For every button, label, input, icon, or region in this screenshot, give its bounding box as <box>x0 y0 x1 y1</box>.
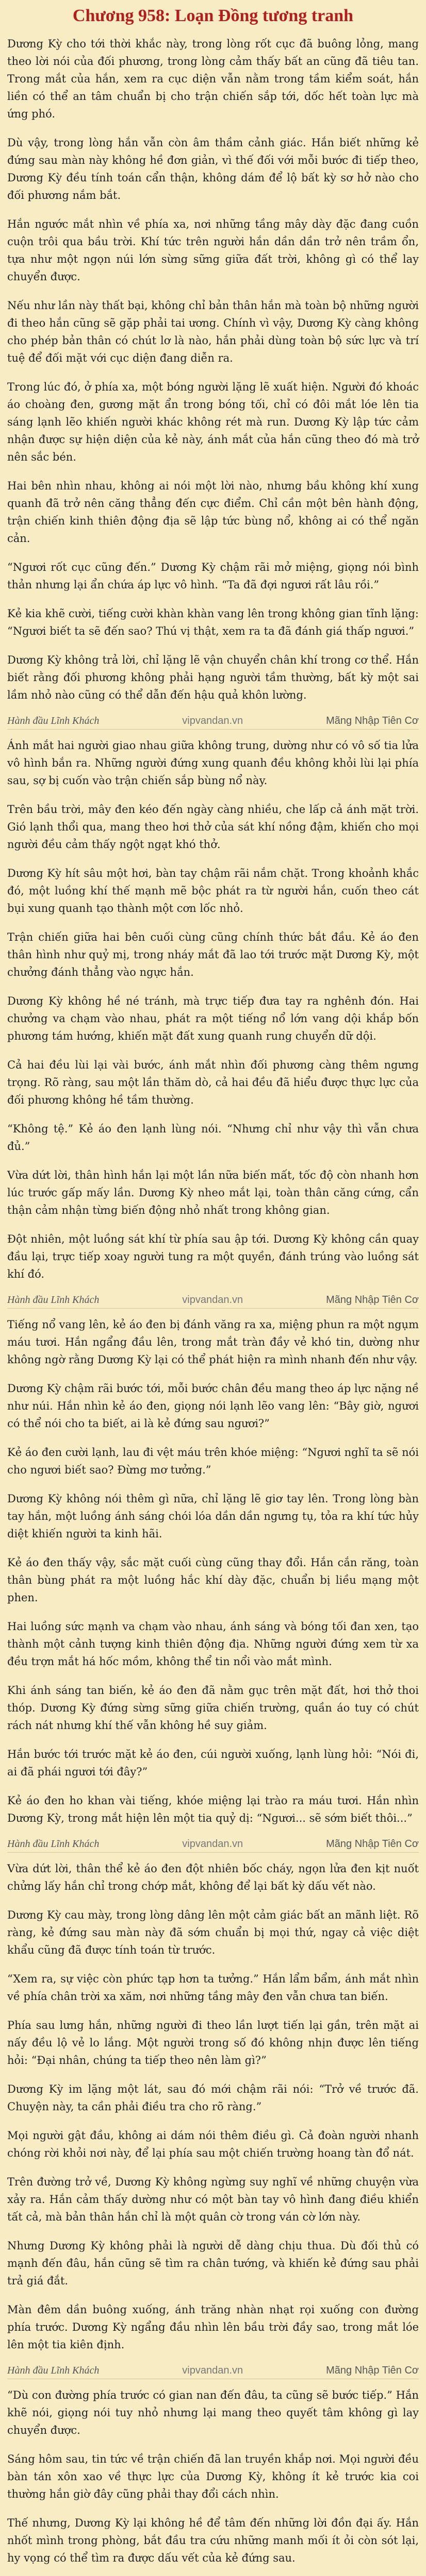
watermark-strip <box>7 1838 419 1850</box>
paragraph: Dương Kỳ chậm rãi bước tới, mỗi bước chân đều mang theo áp lực nặng nề như núi. Hắn nhìn kẻ áo đen, giọng nói lạnh lẽo vang lên: “Bây giờ, ngươi có thể nói cho ta biết, ai là kẻ đứng sau ngươi?” <box>7 1382 419 1430</box>
paragraph: Phía sau lưng hắn, những người đi theo lần lượt tiến lại gần, trên mặt ai nấy đều lộ vẻ lo lắng. Một người trong số đó không nhịn được lên tiếng hỏi: “Đại nhân, chúng ta tiếp theo nên làm gì?” <box>7 2019 419 2066</box>
paragraph: Thế nhưng, Dương Kỳ lại không hề để tâm đến những lời đồn đại ấy. Hắn nhốt mình trong phòng, bắt đầu tra cứu những manh mối ít ỏi còn sót lại, hy vọng có thể tìm ra được dấu vết của kẻ đứng sau. <box>7 2517 419 2564</box>
chapter-body-part-3 <box>7 1316 419 1827</box>
site-watermark: vipvandan.vn <box>182 1838 243 1850</box>
site-watermark: vipvandan.vn <box>182 1294 243 1306</box>
paragraph: Dương Kỳ cau mày, trong lòng dâng lên một cảm giác bất an mãnh liệt. Rõ ràng, kẻ đứng sau màn này đã sớm chuẩn bị mọi thứ, ngay cả việc diệt khẩu cũng đã được tính toán từ trước. <box>7 1909 419 1956</box>
paragraph: Đột nhiên, một luồng sát khí từ phía sau ập tới. Dương Kỳ không cần quay đầu lại, trực tiếp xoay người tung ra một quyền, đánh trúng vào luồng sát khí đó. <box>7 1233 419 1280</box>
divider <box>7 1308 419 1309</box>
paragraph: “Dù con đường phía trước có gian nan đến đâu, ta cũng sẽ bước tiếp.” Hắn khẽ nói, giọng nói tuy nhỏ nhưng lại mang theo quyết tâm không gì lay chuyển được. <box>7 2389 419 2436</box>
paragraph: “Ngươi rốt cục cũng đến.” Dương Kỳ chậm rãi mở miệng, giọng nói bình thản nhưng lại ẩn chứa áp lực vô hình. “Ta đã đợi ngươi rất lâu rồi.” <box>7 561 419 591</box>
book-title-watermark: Hành đầu Lĩnh Khách <box>7 715 100 726</box>
book-title-watermark: Hành đầu Lĩnh Khách <box>7 2365 100 2376</box>
watermark-strip <box>7 1294 419 1306</box>
paragraph: Tiếng nổ vang lên, kẻ áo đen bị đánh văng ra xa, miệng phun ra một ngụm máu tươi. Hắn ngẩng đầu lên, trong mắt tràn đầy vẻ khó tin, dường như không ngờ rằng Dương Kỳ lại có thể phát hiện ra mình nhanh đến như vậy. <box>7 1318 419 1366</box>
paragraph: Hắn ngước mắt nhìn về phía xa, nơi những tầng mây dày đặc đang cuồn cuộn trôi qua bầu trời. Khí tức trên người hắn dần dần trở nên trầm ổn, tựa như một ngọn núi lớn sừng sững giữa đất trời, không gì có thể lay chuyển được. <box>7 218 419 283</box>
paragraph: “Không tệ.” Kẻ áo đen lạnh lùng nói. “Nhưng chỉ như vậy thì vẫn chưa đủ.” <box>7 1123 419 1153</box>
paragraph: Dương Kỳ không trả lời, chỉ lặng lẽ vận chuyển chân khí trong cơ thể. Hắn biết rằng đối phương không phải hạng người tầm thường, bất kỳ một sai lầm nhỏ nào cũng có thể dẫn đến hậu quả khôn lường. <box>7 654 419 701</box>
chapter-body-part-1 <box>7 35 419 704</box>
book-title-watermark: Hành đầu Lĩnh Khách <box>7 1838 100 1850</box>
paragraph: Mọi người gật đầu, không ai dám nói thêm điều gì. Cả đoàn người nhanh chóng rời khỏi nơi này, để lại phía sau một chiến trường hoang tàn đổ nát. <box>7 2129 419 2159</box>
watermark-strip <box>7 2365 419 2377</box>
paragraph: “Xem ra, sự việc còn phức tạp hơn ta tưởng.” Hắn lẩm bẩm, ánh mắt nhìn về phía chân trời xa xăm, nơi những tầng mây đen vẫn chưa tan biến. <box>7 1973 419 2003</box>
paragraph: Hai luồng sức mạnh va chạm vào nhau, ánh sáng và bóng tối đan xen, tạo thành một cảnh tượng kinh thiên động địa. Những người đứng xem từ xa đều trợn mắt há hốc mồm, không thể tin nổi vào mắt mình. <box>7 1620 419 1668</box>
paragraph: Vừa dứt lời, thân hình hắn lại một lần nữa biến mất, tốc độ còn nhanh hơn lúc trước gấp mấy lần. Dương Kỳ nheo mắt lại, toàn thân căng cứng, cẩn thận cảm nhận từng biến động nhỏ nhất trong không gian. <box>7 1169 419 1216</box>
paragraph: Nhưng Dương Kỳ không phải là người dễ dàng chịu thua. Dù đối thủ có mạnh đến đâu, hắn cũng sẽ tìm ra chân tướng, và khiến kẻ đứng sau phải trả giá đắt. <box>7 2240 419 2287</box>
paragraph: Trận chiến giữa hai bên cuối cùng cũng chính thức bắt đầu. Kẻ áo đen thân hình như quỷ mị, trong nháy mắt đã lao tới trước mặt Dương Kỳ, một chưởng đánh thẳng vào ngực hắn. <box>7 931 419 978</box>
paragraph: Trên đường trở về, Dương Kỳ không ngừng suy nghĩ về những chuyện vừa xảy ra. Hắn cảm thấy dường như có một bàn tay vô hình đang điều khiển tất cả, mà bản thân hắn chỉ là một quân cờ trong ván cờ lớn này. <box>7 2176 419 2223</box>
paragraph: Kẻ kia khẽ cười, tiếng cười khàn khàn vang lên trong không gian tĩnh lặng: “Ngươi biết ta sẽ đến sao? Thú vị thật, xem ra ta đã đánh giá thấp ngươi.” <box>7 607 419 637</box>
translator-watermark: Mãng Nhập Tiên Cơ <box>326 2365 419 2376</box>
paragraph: Nếu như lần này thất bại, không chỉ bản thân hắn mà toàn bộ những người đi theo hắn cũng sẽ gặp phải tai ương. Chính vì vậy, Dương Kỳ càng không cho phép bản thân có chút lơ là nào, hắn phải dùng toàn bộ sức lực và trí tuệ để đối mặt với cục diện đang diễn ra. <box>7 299 419 364</box>
chapter-body-part-4 <box>7 1860 419 2353</box>
paragraph: Kẻ áo đen ho khan vài tiếng, khóe miệng lại trào ra máu tươi. Hắn nhìn Dương Kỳ, trong mắt hiện lên một tia quỷ dị: “Ngươi... sẽ sớm biết thôi...” <box>7 1794 419 1824</box>
paragraph: Hai bên nhìn nhau, không ai nói một lời nào, nhưng bầu không khí xung quanh đã trở nên căng thẳng đến cực điểm. Chỉ cần một bên hành động, trận chiến kinh thiên động địa sẽ lập tức bùng nổ, không ai có thể ngăn cản. <box>7 480 419 545</box>
paragraph: Kẻ áo đen thấy vậy, sắc mặt cuối cùng cũng thay đổi. Hắn cắn răng, toàn thân bùng phát ra một luồng hắc khí dày đặc, chuẩn bị liều mạng một phen. <box>7 1556 419 1604</box>
chapter-body-part-5 <box>7 2386 419 2576</box>
chapter-title: Chương 958: Loạn Đồng tương tranh <box>72 6 354 25</box>
watermark-strip <box>7 715 419 727</box>
paragraph: Sáng hôm sau, tin tức về trận chiến đã lan truyền khắp nơi. Mọi người đều bàn tán xôn xao về thực lực của Dương Kỳ, không ít kẻ trước kia coi thường hắn giờ đây cũng phải thay đổi cách nhìn. <box>7 2453 419 2500</box>
site-watermark: vipvandan.vn <box>182 715 243 726</box>
chapter-body-part-2 <box>7 737 419 1283</box>
translator-watermark: Mãng Nhập Tiên Cơ <box>326 715 419 726</box>
paragraph: Ánh mắt hai người giao nhau giữa không trung, dường như có vô số tia lửa vô hình bắn ra. Những người đứng xung quanh đều không khỏi lùi lại phía sau, sợ bị cuốn vào trận chiến sắp bùng nổ này. <box>7 739 419 787</box>
site-watermark: vipvandan.vn <box>182 2365 243 2376</box>
paragraph: Trong lúc đó, ở phía xa, một bóng người lặng lẽ xuất hiện. Người đó khoác áo choàng đen, gương mặt ẩn trong bóng tối, chỉ có đôi mắt lóe lên tia sáng lạnh lẽo khiến người khác không rét mà run. Dương Kỳ lập tức cảm nhận được sự hiện diện của kẻ này, ánh mắt của hắn cũng theo đó mà trở nên sắc bén. <box>7 381 419 463</box>
paragraph: Trên bầu trời, mây đen kéo đến ngày càng nhiều, che lấp cả ánh mặt trời. Gió lạnh thổi qua, mang theo hơi thở của sát khí nồng đậm, khiến cho mọi người đều cảm thấy ngột ngạt khó thở. <box>7 803 419 851</box>
paragraph: Dương Kỳ cho tới thời khắc này, trong lòng rốt cục đã buông lỏng, mang theo lời nói của đối phương, trong lòng cảm thấy bất an cũng đã tiêu tan. Trong mắt của hắn, xem ra cục diện vẫn nằm trong tầm kiểm soát, hắn liền có thể an tâm chuẩn bị cho trận chiến sắp tới, dốc hết toàn lực mà ứng phó. <box>7 38 419 120</box>
paragraph: Hắn bước tới trước mặt kẻ áo đen, cúi người xuống, lạnh lùng hỏi: “Nói đi, ai đã phái ngươi tới đây?” <box>7 1748 419 1778</box>
paragraph: Vừa dứt lời, thân thể kẻ áo đen đột nhiên bốc cháy, ngọn lửa đen kịt nuốt chửng lấy hắn chỉ trong chớp mắt, không để lại bất kỳ dấu vết nào. <box>7 1862 419 1892</box>
divider <box>7 1852 419 1853</box>
paragraph: Dù vậy, trong lòng hắn vẫn còn âm thầm cảnh giác. Hắn biết những kẻ đứng sau màn này không hề đơn giản, vì thế đối với mỗi bước đi tiếp theo, Dương Kỳ đều tính toán cẩn thận, không dám để lộ bất kỳ sơ hở nào cho đối phương nắm bắt. <box>7 137 419 201</box>
paragraph: Dương Kỳ không hề né tránh, mà trực tiếp đưa tay ra nghênh đón. Hai chưởng va chạm vào nhau, phát ra một tiếng nổ lớn vang dội khắp bốn phương tám hướng, khiến mặt đất xung quanh rung chuyển dữ dội. <box>7 995 419 1042</box>
translator-watermark: Mãng Nhập Tiên Cơ <box>326 1294 419 1306</box>
paragraph: Màn đêm dần buông xuống, ánh trăng nhàn nhạt rọi xuống con đường phía trước. Dương Kỳ ngẩng đầu nhìn lên bầu trời đầy sao, trong mắt lóe lên một tia kiên định. <box>7 2303 419 2351</box>
translator-watermark: Mãng Nhập Tiên Cơ <box>326 1838 419 1850</box>
book-title-watermark: Hành đầu Lĩnh Khách <box>7 1294 100 1306</box>
paragraph: Cả hai đều lùi lại vài bước, ánh mắt nhìn đối phương càng thêm ngưng trọng. Rõ ràng, sau một lần thăm dò, cả hai đều đã hiểu được thực lực của đối phương không hề tầm thường. <box>7 1059 419 1106</box>
paragraph: Dương Kỳ hít sâu một hơi, bàn tay chậm rãi nắm chặt. Trong khoảnh khắc đó, một luồng khí thế mạnh mẽ bộc phát ra từ người hắn, cuốn theo cát bụi xung quanh tạo thành một cơn lốc nhỏ. <box>7 867 419 914</box>
paragraph: Khi ánh sáng tan biến, kẻ áo đen đã nằm gục trên mặt đất, hơi thở thoi thóp. Dương Kỳ đứng sừng sững giữa chiến trường, quần áo tuy có chút rách nát nhưng khí thế vẫn không hề suy giảm. <box>7 1684 419 1732</box>
paragraph: Kẻ áo đen cười lạnh, lau đi vệt máu trên khóe miệng: “Ngươi nghĩ ta sẽ nói cho ngươi biết sao? Đừng mơ tưởng.” <box>7 1446 419 1476</box>
paragraph: Dương Kỳ không nói thêm gì nữa, chỉ lặng lẽ giơ tay lên. Trong lòng bàn tay hắn, một luồng ánh sáng chói lóa dần dần ngưng tụ, tỏa ra khí tức hủy diệt khiến người ta kinh hãi. <box>7 1493 419 1540</box>
divider <box>7 729 419 730</box>
paragraph: Dương Kỳ im lặng một lát, sau đó mới chậm rãi nói: “Trở về trước đã. Chuyện này, ta cần phải điều tra cho rõ ràng.” <box>7 2083 419 2113</box>
